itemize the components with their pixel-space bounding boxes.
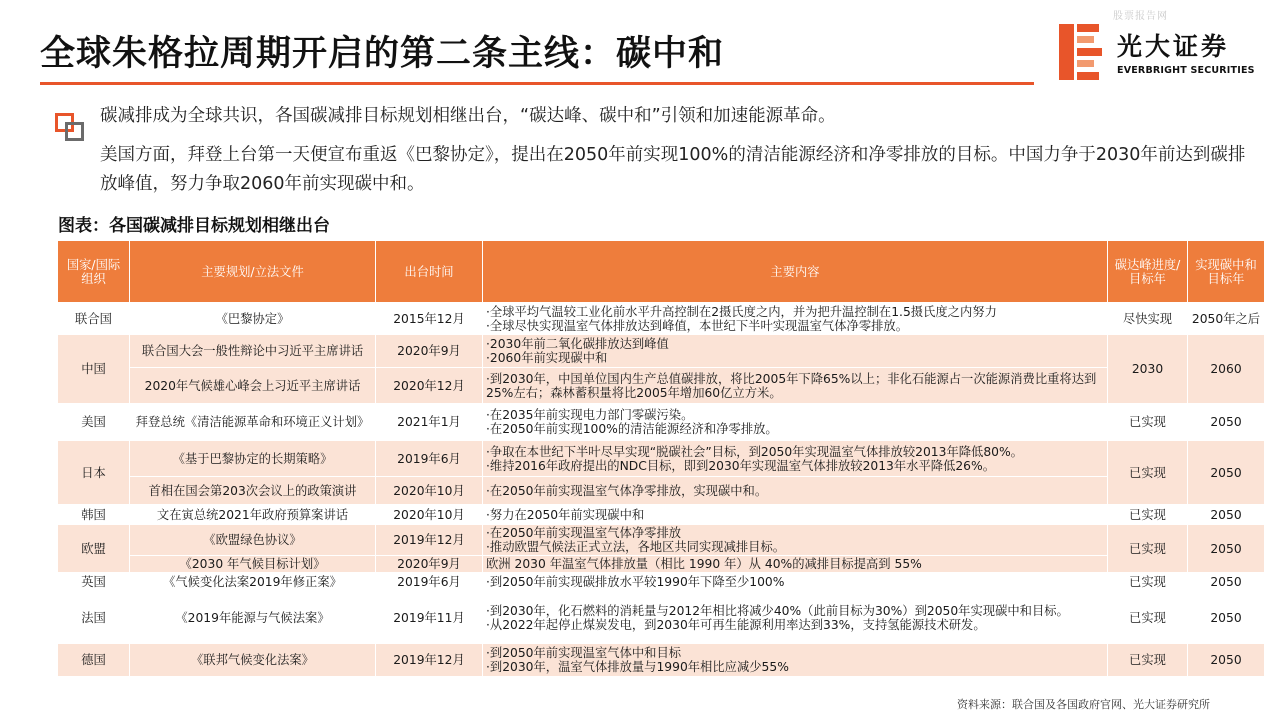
cell-neutral: 2050 xyxy=(1188,441,1265,505)
cell-date: 2019年12月 xyxy=(376,644,483,677)
cell-document: 《2030 年气候目标计划》 xyxy=(130,556,376,573)
table-row xyxy=(58,644,1265,677)
content-line: ·在2050年前实现温室气体净零排放 xyxy=(486,526,682,540)
cell-document: 文在寅总统2021年政府预算案讲话 xyxy=(130,505,376,525)
cell-neutral: 2050 xyxy=(1188,404,1265,441)
cell-date: 2020年10月 xyxy=(376,505,483,525)
table-header-row xyxy=(58,241,1265,303)
cell-peak: 已实现 xyxy=(1108,592,1188,644)
page-title: 全球朱格拉周期开启的第二条主线：碳中和 xyxy=(40,34,725,74)
brand-logo xyxy=(1059,22,1269,80)
content-line: ·到2030年，化石燃料的消耗量与2012年相比将减少40%（此前目标为30%）到2050年实现碳中和目标。 xyxy=(486,603,1069,618)
cell-country: 英国 xyxy=(58,573,130,592)
cell-neutral: 2050 xyxy=(1188,573,1265,592)
cell-peak: 已实现 xyxy=(1108,644,1188,677)
source-note: 资料来源：联合国及各国政府官网、光大证券研究所 xyxy=(957,698,1210,711)
content-line: ·到2050年前实现温室气体中和目标 xyxy=(486,646,682,660)
cell-date: 2019年6月 xyxy=(376,573,483,592)
cell-document: 《基于巴黎协定的长期策略》 xyxy=(130,441,376,477)
cell-content xyxy=(483,404,1108,441)
watermark: 股票报告网 xyxy=(1113,11,1168,22)
carbon-targets-table xyxy=(57,240,1265,677)
document-text: 拜登总统《清洁能源革命和环境正义计划》 xyxy=(135,415,370,429)
table-row xyxy=(58,525,1265,556)
content-line: ·全球平均气温较工业化前水平升高控制在2摄氏度之内，并为把升温控制在1.5摄氏度之内努力 xyxy=(486,304,997,319)
content-line: ·到2030年，中国单位国内生产总值碳排放，将比2005年下降65%以上；非化石能源占一次能源消费比重将达到25%左右；森林蓄积量将比2005年增加60亿立方米。 xyxy=(486,371,1097,400)
cell-peak: 已实现 xyxy=(1108,573,1188,592)
cell-document: 《联邦气候变化法案》 xyxy=(130,644,376,677)
cell-content xyxy=(483,592,1108,644)
table-row xyxy=(58,573,1265,592)
cell-country: 联合国 xyxy=(58,303,130,335)
content-line: ·到2050年前实现碳排放水平较1990年下降至少100% xyxy=(486,575,785,589)
table-row xyxy=(58,477,1265,505)
cell-neutral: 2050 xyxy=(1188,592,1265,644)
cell-content xyxy=(483,477,1108,505)
cell-document xyxy=(130,335,376,368)
cell-content xyxy=(483,644,1108,677)
table-row xyxy=(58,441,1265,477)
logo-english-name: EVERBRIGHT SECURITIES xyxy=(1117,65,1255,76)
cell-country: 欧盟 xyxy=(58,525,130,573)
cell-content xyxy=(483,505,1108,525)
header-peak-progress: 碳达峰进度/目标年 xyxy=(1108,241,1188,303)
content-line: ·努力在2050年前实现碳中和 xyxy=(486,507,645,522)
content-line: ·在2050年前实现100%的清洁能源经济和净零排放。 xyxy=(486,422,778,436)
intro-paragraph-2: 美国方面，拜登上台第一天便宣布重返《巴黎协定》，提出在2050年前实现100%的清洁能源经济和净零排放的目标。中国力争于2030年前达到碳排放峰值，努力争取2060年前实现碳中和。 xyxy=(100,145,1246,194)
cell-document xyxy=(130,404,376,441)
cell-neutral: 2050 xyxy=(1188,525,1265,573)
header-neutral-year: 实现碳中和目标年 xyxy=(1188,241,1265,303)
cell-document: 首相在国会第203次会议上的政策演讲 xyxy=(130,477,376,505)
cell-date: 2020年9月 xyxy=(376,556,483,573)
content-line: ·全球尽快实现温室气体排放达到峰值，本世纪下半叶实现温室气体净零排放。 xyxy=(486,318,909,333)
content-line: ·2060年前实现碳中和 xyxy=(486,351,608,365)
content-line: ·从2022年起停止煤炭发电，到2030年可再生能源利用率达到33%，支持氢能源技术研发。 xyxy=(486,617,986,632)
content-line: ·争取在本世纪下半叶尽早实现“脱碳社会”目标，到2050年实现温室气体排放较2013年降低80%。 xyxy=(486,444,1023,459)
cell-content xyxy=(483,556,1108,573)
cell-neutral: 2050年之后 xyxy=(1188,303,1265,335)
cell-peak: 已实现 xyxy=(1108,505,1188,525)
cell-content xyxy=(483,441,1108,477)
header-document: 主要规划/立法文件 xyxy=(130,241,376,303)
cell-document: 《巴黎协定》 xyxy=(130,303,376,335)
cell-content xyxy=(483,335,1108,368)
content-line: ·维持2016年政府提出的NDC目标，即到2030年实现温室气体排放较2013年水平降低26%。 xyxy=(486,458,995,473)
intro-paragraph-1: 碳减排成为全球共识，各国碳减排目标规划相继出台，“碳达峰、碳中和”引领和加速能源革命。 xyxy=(100,106,836,126)
cell-peak: 已实现 xyxy=(1108,441,1188,505)
cell-document: 《气候变化法案2019年修正案》 xyxy=(130,573,376,592)
cell-country: 日本 xyxy=(58,441,130,505)
table-row xyxy=(58,303,1265,335)
cell-country: 德国 xyxy=(58,644,130,677)
cell-peak: 尽快实现 xyxy=(1108,303,1188,335)
content-line: 欧洲 2030 年温室气体排放量（相比 1990 年）从 40%的减排目标提高到 55% xyxy=(486,557,922,571)
content-line: ·推动欧盟气候法正式立法，各地区共同实现减排目标。 xyxy=(486,540,786,554)
cell-date: 2021年1月 xyxy=(376,404,483,441)
cell-date: 2020年9月 xyxy=(376,335,483,368)
cell-document: 《欧盟绿色协议》 xyxy=(130,525,376,556)
cell-country: 法国 xyxy=(58,592,130,644)
table-row xyxy=(58,556,1265,573)
cell-peak: 2030 xyxy=(1108,335,1188,404)
cell-peak: 已实现 xyxy=(1108,404,1188,441)
document-text: 联合国大会一般性辩论中习近平主席讲话 xyxy=(141,344,364,358)
cell-document: 2020年气候雄心峰会上习近平主席讲话 xyxy=(130,368,376,404)
bullet-squares-icon xyxy=(55,113,85,141)
table-caption: 图表：各国碳减排目标规划相继出台 xyxy=(58,216,330,236)
content-line: ·在2050年前实现温室气体净零排放，实现碳中和。 xyxy=(486,483,768,498)
content-line: ·到2030年，温室气体排放量与1990年相比应减少55% xyxy=(486,660,789,674)
cell-content xyxy=(483,525,1108,556)
cell-country: 韩国 xyxy=(58,505,130,525)
cell-date: 2020年12月 xyxy=(376,368,483,404)
cell-neutral: 2050 xyxy=(1188,644,1265,677)
header-content: 主要内容 xyxy=(483,241,1108,303)
table-row xyxy=(58,335,1265,368)
header-date: 出台时间 xyxy=(376,241,483,303)
logo-chinese-name: 光大证券 xyxy=(1117,32,1230,61)
content-line: ·2030年前二氧化碳排放达到峰值 xyxy=(486,337,669,351)
cell-date: 2015年12月 xyxy=(376,303,483,335)
cell-content xyxy=(483,368,1108,404)
cell-content xyxy=(483,303,1108,335)
cell-date: 2019年12月 xyxy=(376,525,483,556)
content-line: ·在2035年前实现电力部门零碳污染。 xyxy=(486,408,694,422)
table-row xyxy=(58,505,1265,525)
cell-country: 美国 xyxy=(58,404,130,441)
header-country: 国家/国际组织 xyxy=(58,241,130,303)
cell-neutral: 2060 xyxy=(1188,335,1265,404)
cell-date: 2019年6月 xyxy=(376,441,483,477)
table-row xyxy=(58,368,1265,404)
cell-neutral: 2050 xyxy=(1188,505,1265,525)
table-row xyxy=(58,404,1265,441)
everbright-logo-icon xyxy=(1059,24,1102,80)
table-row xyxy=(58,592,1265,644)
cell-content xyxy=(483,573,1108,592)
title-underline xyxy=(40,82,1034,85)
cell-peak: 已实现 xyxy=(1108,525,1188,573)
cell-date: 2019年11月 xyxy=(376,592,483,644)
cell-document: 《2019年能源与气候法案》 xyxy=(130,592,376,644)
cell-date: 2020年10月 xyxy=(376,477,483,505)
cell-country: 中国 xyxy=(58,335,130,404)
